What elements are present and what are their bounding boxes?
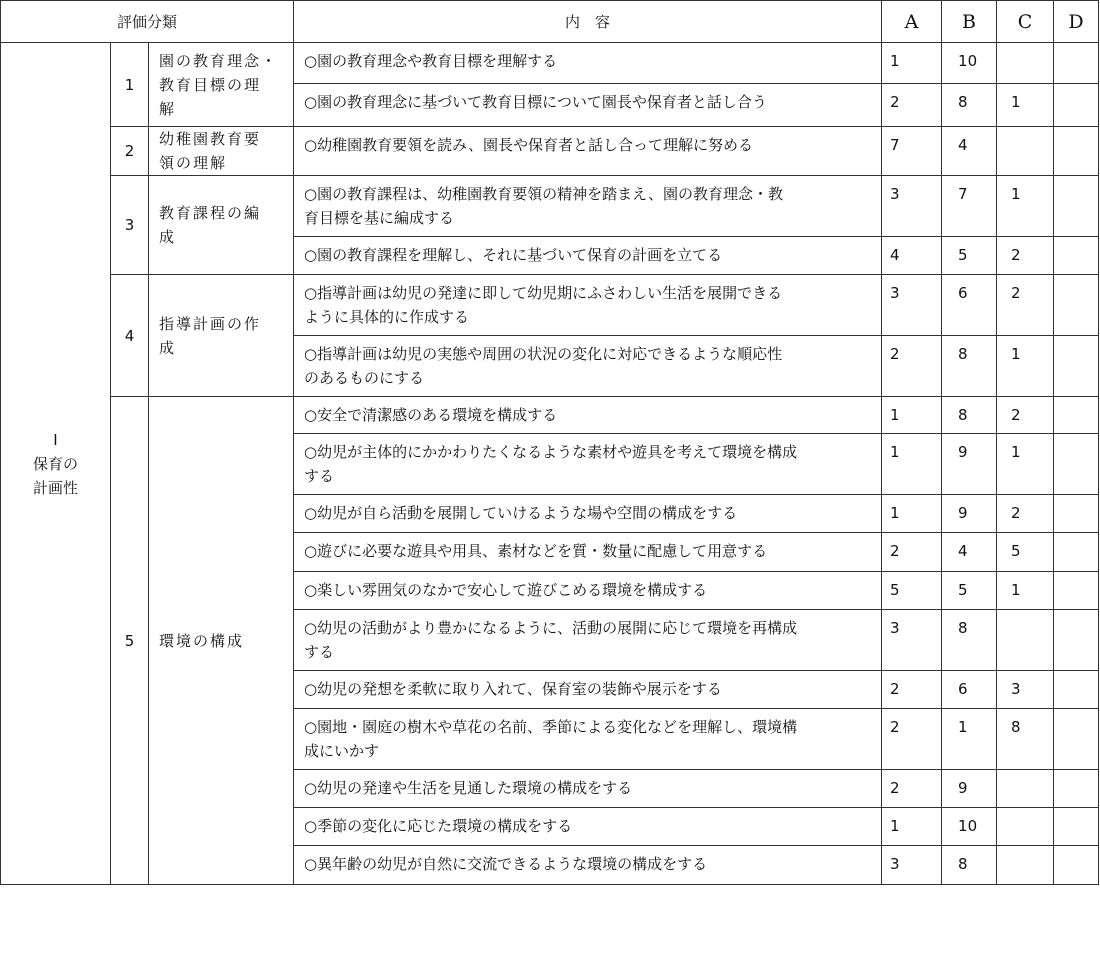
score-d [1054, 84, 1099, 127]
item-text: ○季節の変化に応じた環境の構成をする [294, 808, 882, 846]
score-d [1054, 533, 1099, 572]
item-text: ○楽しい雰囲気のなかで安心して遊びこめる環境を構成する [294, 572, 882, 610]
score-a: 2 [882, 709, 942, 770]
score-d [1054, 237, 1099, 275]
item-text: ○幼児の活動がより豊かになるように、活動の展開に応じて環境を再構成 する [294, 610, 882, 671]
score-a: 1 [882, 397, 942, 434]
category-label: 保育の [32, 454, 78, 473]
score-c [997, 610, 1054, 671]
score-a: 2 [882, 671, 942, 709]
score-a: 3 [882, 610, 942, 671]
group-number: 1 [111, 43, 149, 127]
score-c: 2 [997, 397, 1054, 434]
score-a: 1 [882, 808, 942, 846]
item-text: ○幼児が主体的にかかわりたくなるような素材や遊具を考えて環境を構成 する [294, 434, 882, 495]
category-numeral: Ⅰ [53, 430, 58, 449]
item-text: ○園の教育課程は、幼稚園教育要領の精神を踏まえ、園の教育理念・教 育目標を基に編成する [294, 176, 882, 237]
score-d [1054, 846, 1099, 885]
score-c [997, 770, 1054, 808]
score-b: 9 [942, 434, 997, 495]
score-b: 4 [942, 533, 997, 572]
score-c: 2 [997, 237, 1054, 275]
table-row [1, 43, 1099, 84]
score-b: 8 [942, 84, 997, 127]
score-b: 7 [942, 176, 997, 237]
table-row [1, 275, 1099, 336]
score-d [1054, 572, 1099, 610]
score-b: 6 [942, 275, 997, 336]
item-text: ○園の教育理念や教育目標を理解する [294, 43, 882, 84]
item-text: ○幼児の発想を柔軟に取り入れて、保育室の装飾や展示をする [294, 671, 882, 709]
category-label: 計画性 [32, 478, 78, 497]
item-text: ○異年齢の幼児が自然に交流できるような環境の構成をする [294, 846, 882, 885]
score-a: 1 [882, 434, 942, 495]
score-d [1054, 495, 1099, 533]
header-b: B [942, 1, 997, 43]
header-category: 評価分類 [1, 1, 294, 43]
score-d [1054, 709, 1099, 770]
score-b: 9 [942, 495, 997, 533]
table-body [1, 43, 1099, 885]
score-a: 1 [882, 43, 942, 84]
score-a: 5 [882, 572, 942, 610]
table-row [1, 127, 1099, 176]
category-cell [1, 43, 111, 885]
score-b: 10 [942, 43, 997, 84]
score-d [1054, 770, 1099, 808]
score-b: 1 [942, 709, 997, 770]
score-d [1054, 43, 1099, 84]
item-text: ○幼児が自ら活動を展開していけるような場や空間の構成をする [294, 495, 882, 533]
header-d: D [1054, 1, 1099, 43]
score-a: 3 [882, 275, 942, 336]
group-title: 園の教育理念・ 教育目標の理 解 [149, 43, 294, 127]
score-b: 5 [942, 572, 997, 610]
score-d [1054, 434, 1099, 495]
group-title: 環境の構成 [149, 397, 294, 885]
item-text: ○園の教育理念に基づいて教育目標について園長や保育者と話し合う [294, 84, 882, 127]
table-row [1, 397, 1099, 434]
score-a: 1 [882, 495, 942, 533]
score-d [1054, 275, 1099, 336]
score-a: 2 [882, 533, 942, 572]
group-number: 2 [111, 127, 149, 176]
score-c: 8 [997, 709, 1054, 770]
item-text: ○指導計画は幼児の発達に即して幼児期にふさわしい生活を展開できる ように具体的に作成する [294, 275, 882, 336]
item-text: ○遊びに必要な遊具や用具、素材などを質・数量に配慮して用意する [294, 533, 882, 572]
item-text: ○指導計画は幼児の実態や周囲の状況の変化に対応できるような順応性 のあるものにする [294, 336, 882, 397]
item-text: ○園地・園庭の樹木や草花の名前、季節による変化などを理解し、環境構 成にいかす [294, 709, 882, 770]
header-content: 内 容 [294, 1, 882, 43]
score-b: 8 [942, 610, 997, 671]
header-c: C [997, 1, 1054, 43]
group-title: 指導計画の作 成 [149, 275, 294, 397]
score-d [1054, 808, 1099, 846]
score-a: 2 [882, 84, 942, 127]
header-a: A [882, 1, 942, 43]
item-text: ○園の教育課程を理解し、それに基づいて保育の計画を立てる [294, 237, 882, 275]
score-b: 10 [942, 808, 997, 846]
group-title: 幼稚園教育要 領の理解 [149, 127, 294, 176]
header-row [1, 1, 1099, 43]
score-d [1054, 610, 1099, 671]
score-b: 8 [942, 397, 997, 434]
score-c: 2 [997, 495, 1054, 533]
group-number: 3 [111, 176, 149, 275]
score-d [1054, 176, 1099, 237]
group-number: 4 [111, 275, 149, 397]
score-c [997, 846, 1054, 885]
score-b: 5 [942, 237, 997, 275]
score-d [1054, 336, 1099, 397]
score-a: 2 [882, 336, 942, 397]
score-c: 1 [997, 176, 1054, 237]
table-row [1, 176, 1099, 237]
item-text: ○幼稚園教育要領を読み、園長や保育者と話し合って理解に努める [294, 127, 882, 176]
score-c: 2 [997, 275, 1054, 336]
group-title: 教育課程の編 成 [149, 176, 294, 275]
score-c: 3 [997, 671, 1054, 709]
score-a: 3 [882, 176, 942, 237]
score-c [997, 808, 1054, 846]
group-number: 5 [111, 397, 149, 885]
item-text: ○安全で清潔感のある環境を構成する [294, 397, 882, 434]
score-c: 1 [997, 84, 1054, 127]
score-a: 7 [882, 127, 942, 176]
score-a: 4 [882, 237, 942, 275]
score-c: 5 [997, 533, 1054, 572]
score-b: 4 [942, 127, 997, 176]
score-d [1054, 671, 1099, 709]
score-c [997, 43, 1054, 84]
score-c [997, 127, 1054, 176]
score-c: 1 [997, 572, 1054, 610]
score-d [1054, 397, 1099, 434]
score-d [1054, 127, 1099, 176]
score-b: 8 [942, 336, 997, 397]
item-text: ○幼児の発達や生活を見通した環境の構成をする [294, 770, 882, 808]
score-a: 3 [882, 846, 942, 885]
score-c: 1 [997, 336, 1054, 397]
score-a: 2 [882, 770, 942, 808]
score-b: 9 [942, 770, 997, 808]
score-c: 1 [997, 434, 1054, 495]
score-b: 6 [942, 671, 997, 709]
score-b: 8 [942, 846, 997, 885]
